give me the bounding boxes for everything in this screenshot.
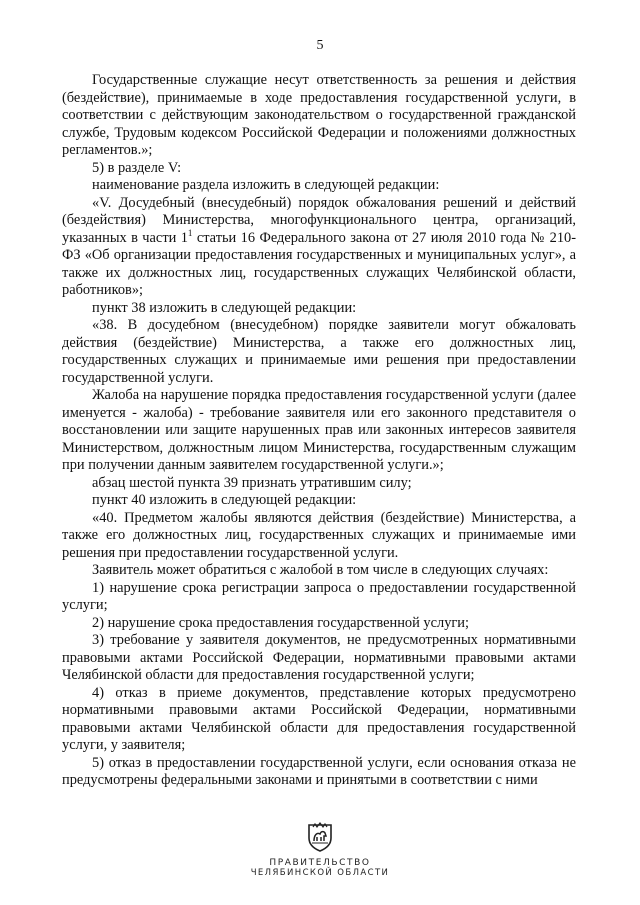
- paragraph: Жалоба на нарушение порядка предоставления государственной услуги (далее именуется - жалоба) - требование заявителя или его законного представителя о восстановлении или защите нарушенных прав или законных интересов заявителя Министерством, должностным лицом Министерства, государственным служащим при получении данным заявителем государственной услуги.»;: [62, 387, 576, 473]
- paragraph: Заявитель может обратиться с жалобой в том числе в следующих случаях:: [92, 562, 549, 578]
- paragraph: Государственные служащие несут ответственность за решения и действия (бездействие), принимаемые в ходе предоставления государственной услуги, в соответствии с действующим законодательством о государственной гражданской службе, Трудовым кодексом Российской Федерации и положениями должностных регламентов.»;: [62, 72, 576, 158]
- footer-org-line2: ЧЕЛЯБИНСКОЙ ОБЛАСТИ: [250, 868, 390, 878]
- paragraph-text: статьи 16 Федерального закона от 27 июля 2010 года № 210-ФЗ «Об организации предоставления государственных и муниципальных услуг», а также их должностных лиц, государственных служащих Челябинской области, работников»;: [62, 229, 577, 298]
- coat-of-arms-icon: [306, 822, 334, 852]
- paragraph-text: «V. Досудебный (внесудебный) порядок обжалования решений и действий (бездействия) Министерства, многофункционального центра, организаций, указанных в части 1: [62, 194, 576, 246]
- page-number: 5: [316, 38, 324, 53]
- paragraph: 5) отказ в предоставлении государственной услуги, если основания отказа не предусмотрены федеральными законами и принятыми в соответствии с ними: [62, 754, 576, 788]
- superscript: 1: [187, 227, 193, 238]
- paragraph: пункт 40 изложить в следующей редакции:: [92, 492, 357, 508]
- paragraph: [62, 195, 576, 300]
- paragraph: 5) в разделе V:: [92, 159, 182, 176]
- paragraph: 4) отказ в приеме документов, представление которых предусмотрено нормативными правовыми актами Российской Федерации, нормативными правовыми актами Челябинской области для предоставления государственной услуги, у заявителя;: [62, 684, 576, 753]
- document-body: [62, 72, 576, 790]
- footer-org-line1: ПРАВИТЕЛЬСТВО: [269, 858, 371, 868]
- paragraph: 2) нарушение срока предоставления государственной услуги;: [92, 614, 469, 631]
- paragraph: наименование раздела изложить в следующей редакции:: [92, 177, 440, 193]
- paragraph: «40. Предметом жалобы являются действия (бездействие) Министерства, а также его должностных лиц, государственных служащих и принимаемые ими решения при предоставлении государственной услуги.: [62, 509, 576, 561]
- paragraph: пункт 38 изложить в следующей редакции:: [92, 299, 357, 316]
- paragraph: абзац шестой пункта 39 признать утратившим силу;: [92, 474, 412, 491]
- government-footer: [0, 822, 640, 878]
- paragraph: «38. В досудебном (внесудебном) порядке заявители могут обжаловать действия (бездействие) Министерства, а также его должностных лиц, государственных служащих и принимаемые ими решения при предоставлении государственной услуги.: [62, 317, 576, 386]
- paragraph: 3) требование у заявителя документов, не предусмотренных нормативными правовыми актами Российской Федерации, нормативными правовыми актами Челябинской области для предоставления государственной услуги;: [62, 632, 576, 683]
- paragraph: 1) нарушение срока регистрации запроса о предоставлении государственной услуги;: [62, 579, 576, 613]
